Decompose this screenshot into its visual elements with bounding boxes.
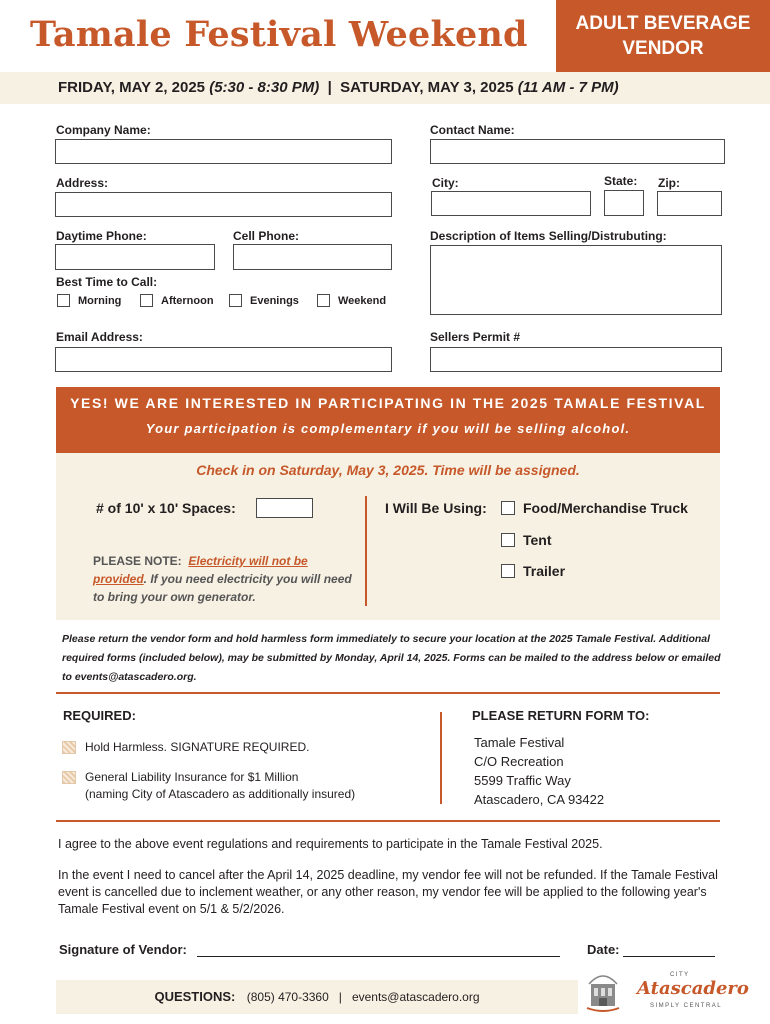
description-label: Description of Items Selling/Distrubuting: xyxy=(430,229,667,243)
daytime-phone-field[interactable] xyxy=(55,244,215,270)
signature-label: Signature of Vendor: xyxy=(59,942,187,957)
page-title: Tamale Festival Weekend xyxy=(30,14,528,55)
date-line[interactable] xyxy=(623,956,715,957)
note-rest: . If you need electricity you will need to bring your own generator. xyxy=(93,572,352,604)
afternoon-label: Afternoon xyxy=(161,294,214,307)
email-field[interactable] xyxy=(55,347,392,372)
cancellation-policy: In the event I need to cancel after the April 14, 2025 deadline, my vendor fee will not be refunded. If the Tamale Festival event is cancelled due to inclement weather, or any other reason, my vendor fee will be applied to the following year's Tamale Festival event on 5/1 & 5/2/2026. xyxy=(58,868,718,916)
return-to-title: PLEASE RETURN FORM TO: xyxy=(472,708,650,723)
contact-email[interactable]: events@atascadero.org xyxy=(351,990,480,1004)
city-label: City: xyxy=(432,176,459,190)
bullet-icon xyxy=(62,771,76,784)
morning-checkbox[interactable] xyxy=(57,294,70,307)
contact-name-field[interactable] xyxy=(430,139,725,164)
city-field[interactable] xyxy=(431,191,591,216)
best-time-morning[interactable] xyxy=(57,294,121,307)
required-item-insurance xyxy=(62,769,355,803)
state-label: State: xyxy=(604,174,638,188)
address-field[interactable] xyxy=(55,192,392,217)
checkin-notice: Check in on Saturday, May 3, 2025. Time will be assigned. xyxy=(196,462,580,478)
food-truck-label: Food/Merchandise Truck xyxy=(523,500,688,516)
evenings-checkbox[interactable] xyxy=(229,294,242,307)
best-time-weekend[interactable] xyxy=(317,294,386,307)
using-label: I Will Be Using: xyxy=(385,500,487,516)
electricity-note xyxy=(93,552,363,606)
required-item-sublabel: (naming City of Atascadero as additionally insured) xyxy=(85,787,356,801)
bullet-icon xyxy=(62,741,76,754)
trailer-label: Trailer xyxy=(523,563,566,579)
weekend-label: Weekend xyxy=(338,294,387,307)
required-title: REQUIRED: xyxy=(63,708,136,723)
morning-label: Morning xyxy=(78,294,122,307)
logo-city-text: CITY xyxy=(670,972,690,978)
tent-checkbox[interactable] xyxy=(501,533,515,547)
section-divider-top xyxy=(56,692,720,694)
cell-phone-field[interactable] xyxy=(233,244,392,270)
saturday-date: SATURDAY, MAY 3, 2025 xyxy=(340,79,514,96)
sellers-permit-field[interactable] xyxy=(430,347,722,372)
state-field[interactable] xyxy=(604,190,644,216)
participation-divider xyxy=(365,496,367,606)
using-tent[interactable] xyxy=(501,532,552,548)
saturday-time: (11 AM - 7 PM) xyxy=(517,79,619,96)
vendor-type-badge xyxy=(556,0,770,72)
participation-headline: YES! WE ARE INTERESTED IN PARTICIPATING IN THE 2025 TAMALE FESTIVAL xyxy=(70,395,706,411)
daytime-phone-label: Daytime Phone: xyxy=(56,229,147,243)
best-time-evenings[interactable] xyxy=(229,294,299,307)
friday-date: FRIDAY, MAY 2, 2025 xyxy=(58,79,206,96)
cell-phone-label: Cell Phone: xyxy=(233,229,300,243)
badge-line-1: ADULT BEVERAGE xyxy=(575,13,751,34)
return-address xyxy=(474,733,604,809)
participation-subline: Your participation is complementary if you will be selling alcohol. xyxy=(145,421,631,436)
note-prefix: PLEASE NOTE: xyxy=(93,554,182,568)
required-item-label: Hold Harmless. SIGNATURE REQUIRED. xyxy=(85,740,310,754)
required-divider xyxy=(440,712,442,804)
required-item-label: General Liability Insurance for $1 Million xyxy=(85,770,299,784)
badge-line-2: VENDOR xyxy=(622,38,704,59)
questions-bar xyxy=(56,980,578,1014)
return-instructions: Please return the vendor form and hold harmless form immediately to secure your location at the 2025 Tamale Festival. Additional required forms (included below), may be submitted by Monday, April 14, 2025. Forms can be mailed to the address below or emailed to events@atascadero.org. xyxy=(62,633,721,683)
section-divider-bottom xyxy=(56,820,720,822)
address-line: Atascadero, CA 93422 xyxy=(474,792,605,807)
company-name-label: Company Name: xyxy=(56,123,151,137)
address-line: 5599 Traffic Way xyxy=(474,773,571,788)
required-item-hold-harmless xyxy=(62,739,309,756)
address-line: C/O Recreation xyxy=(474,754,564,769)
afternoon-checkbox[interactable] xyxy=(140,294,153,307)
spaces-field[interactable] xyxy=(256,498,313,518)
contact-phone: (805) 470-3360 xyxy=(246,990,329,1004)
address-label: Address: xyxy=(56,176,109,190)
logo-name: Atascadero xyxy=(637,978,749,999)
event-dates-bar xyxy=(0,72,770,104)
weekend-checkbox[interactable] xyxy=(317,294,330,307)
note-highlight: Electricity will not be provided xyxy=(93,554,308,586)
zip-label: Zip: xyxy=(658,176,680,190)
friday-time: (5:30 - 8:30 PM) xyxy=(209,79,320,96)
company-name-field[interactable] xyxy=(55,139,392,164)
address-line: Tamale Festival xyxy=(474,735,565,750)
participation-banner xyxy=(56,387,720,453)
best-time-afternoon[interactable] xyxy=(140,294,214,307)
zip-field[interactable] xyxy=(657,191,722,216)
evenings-label: Evenings xyxy=(250,294,299,307)
signature-line[interactable] xyxy=(197,956,560,957)
agreement-statement: I agree to the above event regulations and requirements to participate in the Tamale Festival 2025. xyxy=(58,837,603,851)
best-time-label: Best Time to Call: xyxy=(56,275,158,289)
date-separator: | xyxy=(327,79,332,96)
food-truck-checkbox[interactable] xyxy=(501,501,515,515)
sellers-permit-label: Sellers Permit # xyxy=(430,330,521,344)
using-food-truck[interactable] xyxy=(501,500,688,516)
questions-label: QUESTIONS: xyxy=(154,989,236,1004)
email-label: Email Address: xyxy=(56,330,143,344)
logo-tagline: SIMPLY CENTRAL xyxy=(650,1003,723,1009)
date-label: Date: xyxy=(587,942,620,957)
contact-separator: | xyxy=(338,990,342,1004)
description-field[interactable] xyxy=(430,245,722,315)
spaces-label: # of 10' x 10' Spaces: xyxy=(96,500,236,516)
tent-label: Tent xyxy=(523,532,552,548)
trailer-checkbox[interactable] xyxy=(501,564,515,578)
contact-name-label: Contact Name: xyxy=(430,123,515,137)
using-trailer[interactable] xyxy=(501,563,565,579)
